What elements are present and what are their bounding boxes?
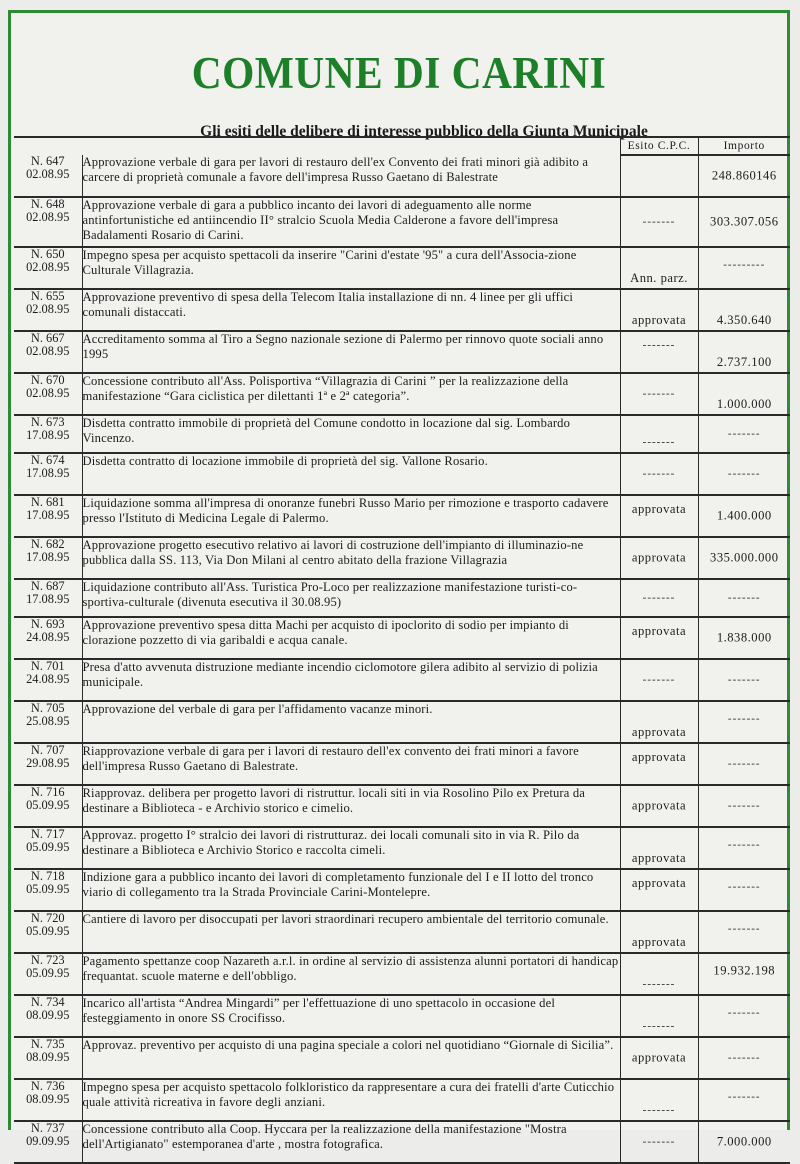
delibera-date: 02.08.95: [26, 302, 70, 316]
esito-value: -------: [642, 1135, 676, 1148]
esito-cell: [620, 415, 698, 453]
table-row: [14, 785, 790, 827]
delibera-description: Accreditamento somma al Tiro a Segno nazionale sezione di Palermo per rinnovo quote sociali anno 1995: [82, 331, 620, 373]
importo-value: 7.000.000: [716, 1134, 772, 1149]
delibera-number: N. 737: [30, 1121, 65, 1135]
delibera-id-cell: [14, 785, 82, 827]
esito-value: approvata: [631, 550, 687, 565]
table-row: [14, 743, 790, 785]
importo-value: -------: [727, 591, 761, 604]
importo-value: -------: [727, 467, 761, 480]
importo-value: -------: [727, 838, 761, 851]
delibera-number: N. 648: [30, 197, 65, 211]
importo-cell: [698, 995, 790, 1037]
delibera-description: Approvazione verbale di gara a pubblico incanto dei lavori di adeguamento alle norme antinfortunistiche ed antiincendio II° stralcio Scuola Media Calderone a favore dell'impresa Badalamenti Rosario di Carini.: [82, 197, 620, 247]
delibera-id-cell: [14, 701, 82, 743]
delibera-id-cell: [14, 331, 82, 373]
importo-cell: [698, 827, 790, 869]
table-row: [14, 659, 790, 701]
table-row: [14, 289, 790, 331]
delibera-id-cell: [14, 1079, 82, 1121]
delibera-number: N. 681: [30, 495, 65, 509]
delibera-number: N. 735: [30, 1037, 65, 1051]
esito-value: approvata: [631, 851, 687, 865]
esito-cell: [620, 701, 698, 743]
importo-value: 2.737.100: [716, 355, 772, 369]
esito-cell: [620, 953, 698, 995]
importo-value: 335.000.000: [710, 550, 779, 565]
delibera-number: N. 705: [30, 701, 65, 715]
table-row: [14, 579, 790, 617]
importo-cell: [698, 743, 790, 785]
importo-value: 19.932.198: [713, 963, 776, 978]
importo-cell: [698, 785, 790, 827]
delibera-number: N. 687: [30, 579, 65, 593]
delibera-description: Riapprovaz. delibera per progetto lavori di ristruttur. locali siti in via Rosolino Pilo ex Pretura da destinare a Biblioteca - e Archivio storico e cimelio.: [82, 785, 620, 827]
delibera-description: Approvaz. progetto I° stralcio dei lavori di ristrutturaz. dei locali comunali sito in via R. Pilo da destinare a Biblioteca e Archivio Storico e raccolta cimeli.: [82, 827, 620, 869]
esito-cell: [620, 579, 698, 617]
delibera-number: N. 736: [30, 1079, 65, 1093]
delibera-id-cell: [14, 415, 82, 453]
delibera-description: Incarico all'artista “Andrea Mingardi” per l'effettuazione di uno spettacolo in occasione del festeggiamento in onore SS Crocifisso.: [82, 995, 620, 1037]
importo-cell: [698, 869, 790, 911]
table-row: [14, 155, 790, 197]
delibera-date: 17.08.95: [26, 428, 70, 442]
delibera-number: N. 734: [30, 995, 65, 1009]
delibera-date: 05.09.95: [26, 924, 70, 938]
delibera-number: N. 670: [30, 373, 65, 387]
importo-cell: [698, 537, 790, 579]
table-header-row: [14, 137, 790, 155]
delibera-id-cell: [14, 495, 82, 537]
delibera-id-cell: [14, 373, 82, 415]
esito-value: approvata: [631, 935, 687, 949]
delibera-number: N. 701: [30, 659, 65, 673]
importo-value: -------: [727, 922, 761, 935]
delibera-id-cell: [14, 247, 82, 289]
importo-value: -------: [727, 1006, 761, 1019]
delibera-number: N. 693: [30, 617, 65, 631]
esito-cell: [620, 911, 698, 953]
delibera-description: Approvazione preventivo spesa ditta Machi per acquisto di ipoclorito di sodio per impianto di clorazione pozzetto di via garibaldi e acqua canale.: [82, 617, 620, 659]
esito-cell: [620, 373, 698, 415]
delibera-date: 02.08.95: [26, 386, 70, 400]
esito-cell: [620, 995, 698, 1037]
importo-cell: [698, 579, 790, 617]
delibera-description: Liquidazione somma all'impresa di onoranze funebri Russo Mario per rimozione e trasporto cadavere presso l'Istituto di Medicina Legale di Palermo.: [82, 495, 620, 537]
importo-value: 248.860146: [711, 168, 777, 183]
delibera-description: Liquidazione contributo all'Ass. Turistica Pro-Loco per realizzazione manifestazione turisti-co-sportiva-culturale (divenuta esecutiva il 30.08.95): [82, 579, 620, 617]
delibera-id-cell: [14, 579, 82, 617]
importo-cell: [698, 1079, 790, 1121]
delibera-description: Impegno spesa per acquisto spettacolo folkloristico da rappresentare a cura dei fratelli d'arte Cuticchio quale attività ricreativa in favore degli anziani.: [82, 1079, 620, 1121]
esito-cell: [620, 827, 698, 869]
table-row: [14, 415, 790, 453]
esito-value: approvata: [631, 798, 687, 813]
delibera-id-cell: [14, 953, 82, 995]
delibera-description: Approvazione progetto esecutivo relativo ai lavori di costruzione dell'impianto di illuminazio-ne pubblica dalla SS. 113, Via Don Milani al centro abitato della frazione Villagrazia: [82, 537, 620, 579]
delibera-date: 24.08.95: [26, 630, 70, 644]
page-subtitle: Gli esiti delle delibere di interesse pubblico della Giunta Municipale: [200, 123, 648, 140]
esito-value: -------: [642, 339, 676, 351]
delibera-number: N. 707: [30, 743, 65, 757]
delibera-id-cell: [14, 537, 82, 579]
importo-value: 1.838.000: [716, 630, 772, 645]
delibera-number: N. 674: [30, 453, 65, 467]
delibera-description: Approvazione verbale di gara per lavori di restauro dell'ex Convento dei frati minori già adibito a carcere di proprietà comunale a favore dell'impresa Russo Gaetano di Balestrate: [82, 155, 620, 197]
esito-cell: [620, 247, 698, 289]
delibera-number: N. 647: [30, 154, 65, 168]
esito-cell: [620, 1037, 698, 1079]
table-row: [14, 827, 790, 869]
importo-value: -------: [727, 427, 761, 440]
importo-value: -------: [727, 757, 761, 770]
esito-value: -------: [642, 387, 676, 400]
importo-value: -------: [727, 1090, 761, 1103]
esito-cell: [620, 1121, 698, 1163]
esito-value: approvata: [631, 502, 687, 516]
delibera-id-cell: [14, 869, 82, 911]
delibera-date: 25.08.95: [26, 714, 70, 728]
esito-value: approvata: [631, 725, 687, 739]
table-row: [14, 995, 790, 1037]
delibera-number: N. 723: [30, 953, 65, 967]
delibera-date: 05.09.95: [26, 798, 70, 812]
importo-value: -------: [727, 1051, 761, 1064]
table-row: [14, 869, 790, 911]
delibera-date: 17.08.95: [26, 550, 70, 564]
delibera-number: N. 673: [30, 415, 65, 429]
importo-cell: [698, 659, 790, 701]
importo-cell: [698, 415, 790, 453]
delibera-date: 17.08.95: [26, 592, 70, 606]
importo-cell: [698, 495, 790, 537]
esito-cell: [620, 155, 698, 197]
column-header-importo: Importo: [698, 137, 790, 155]
delibera-date: 02.08.95: [26, 344, 70, 358]
importo-value: ---------: [723, 258, 766, 271]
delibera-date: 08.09.95: [26, 1092, 70, 1106]
importo-cell: [698, 911, 790, 953]
table-row: [14, 617, 790, 659]
table-row: [14, 495, 790, 537]
esito-value: Ann. parz.: [630, 271, 688, 285]
importo-cell: [698, 331, 790, 373]
delibera-description: Presa d'atto avvenuta distruzione mediante incendio ciclomotore gilera adibito al servizio di polizia municipale.: [82, 659, 620, 701]
importo-cell: [698, 247, 790, 289]
importo-value: 1.400.000: [716, 508, 772, 523]
delibera-id-cell: [14, 155, 82, 197]
esito-value: approvata: [631, 624, 687, 638]
delibera-date: 17.08.95: [26, 508, 70, 522]
delibera-id-cell: [14, 995, 82, 1037]
document-page: [8, 10, 790, 1151]
delibera-id-cell: [14, 911, 82, 953]
delibera-number: N. 718: [30, 869, 65, 883]
esito-value: approvata: [631, 876, 687, 890]
esito-cell: [620, 453, 698, 495]
delibera-date: 08.09.95: [26, 1050, 70, 1064]
delibera-description: Approvaz. preventivo per acquisto di una pagina speciale a colori nel quotidiano “Giornale di Sicilia”.: [82, 1037, 620, 1079]
table-body: [14, 155, 790, 1163]
esito-cell: [620, 1079, 698, 1121]
esito-cell: [620, 869, 698, 911]
delibera-number: N. 716: [30, 785, 65, 799]
importo-cell: [698, 1121, 790, 1163]
esito-value: -------: [642, 215, 676, 228]
delibera-description: Disdetta contratto di locazione immobile di proprietà del sig. Vallone Rosario.: [82, 453, 620, 495]
delibera-date: 05.09.95: [26, 840, 70, 854]
esito-cell: [620, 659, 698, 701]
table-row: [14, 701, 790, 743]
delibera-date: 29.08.95: [26, 756, 70, 770]
importo-cell: [698, 155, 790, 197]
esito-value: -------: [642, 673, 676, 686]
delibera-id-cell: [14, 197, 82, 247]
table-row: [14, 453, 790, 495]
delibera-description: Concessione contributo all'Ass. Polisportiva “Villagrazia di Carini ” per la realizzazione della manifestazione “Gara ciclistica per dilettanti 1ª e 2ª categoria”.: [82, 373, 620, 415]
importo-cell: [698, 453, 790, 495]
esito-cell: [620, 331, 698, 373]
table-row: [14, 1079, 790, 1121]
esito-value: approvata: [631, 750, 687, 764]
delibera-date: 17.08.95: [26, 466, 70, 480]
delibera-description: Riapprovazione verbale di gara per i lavori di restauro dell'ex convento dei frati minori a favore dell'impresa Russo Gaetano di Balestrate.: [82, 743, 620, 785]
delibera-number: N. 650: [30, 247, 65, 261]
delibera-date: 05.09.95: [26, 882, 70, 896]
delibera-description: Pagamento spettanze coop Nazareth a.r.l. in ordine al servizio di assistenza alunni portatori di handicap frequantat. scuole materne e dell'obbligo.: [82, 953, 620, 995]
delibera-id-cell: [14, 827, 82, 869]
importo-value: -------: [727, 799, 761, 812]
delibera-id-cell: [14, 617, 82, 659]
delibera-number: N. 720: [30, 911, 65, 925]
delibera-number: N. 667: [30, 331, 65, 345]
esito-value: -------: [642, 1104, 676, 1116]
esito-value: -------: [642, 467, 676, 480]
esito-cell: [620, 289, 698, 331]
delibera-description: Approvazione preventivo di spesa della Telecom Italia installazione di nn. 4 linee per gli uffici comunali distaccati.: [82, 289, 620, 331]
table-row: [14, 1037, 790, 1079]
delibera-number: N. 717: [30, 827, 65, 841]
esito-value: approvata: [631, 313, 687, 327]
importo-value: 4.350.640: [716, 313, 772, 327]
delibera-id-cell: [14, 1037, 82, 1079]
table-row: [14, 1121, 790, 1163]
importo-value: -------: [727, 712, 761, 725]
column-header-esito: Esito C.P.C.: [620, 137, 698, 155]
delibera-id-cell: [14, 659, 82, 701]
importo-value: -------: [727, 880, 761, 893]
importo-cell: [698, 1037, 790, 1079]
delibera-date: 02.08.95: [26, 260, 70, 274]
delibera-id-cell: [14, 289, 82, 331]
delibera-date: 08.09.95: [26, 1008, 70, 1022]
delibera-description: Disdetta contratto immobile di proprietà del Comune condotto in locazione dal sig. Lombardo Vincenzo.: [82, 415, 620, 453]
esito-value: -------: [642, 436, 676, 448]
delibera-date: 24.08.95: [26, 672, 70, 686]
importo-cell: [698, 953, 790, 995]
delibera-date: 09.09.95: [26, 1134, 70, 1148]
esito-value: -------: [642, 1020, 676, 1032]
delibera-number: N. 682: [30, 537, 65, 551]
importo-value: -------: [727, 673, 761, 686]
importo-value: 1.000.000: [716, 397, 772, 411]
delibera-date: 05.09.95: [26, 966, 70, 980]
esito-cell: [620, 197, 698, 247]
page-title: COMUNE DI CARINI: [191, 48, 607, 98]
esito-cell: [620, 495, 698, 537]
column-header-description: [82, 137, 620, 155]
esito-cell: [620, 537, 698, 579]
table-row: [14, 331, 790, 373]
importo-cell: [698, 289, 790, 331]
delibera-date: 02.08.95: [26, 167, 70, 181]
esito-cell: [620, 785, 698, 827]
delibera-description: Indizione gara a pubblico incanto dei lavori di completamento funzionale del I e II lotto del tronco viario di collegamento tra la Strada Provinciale Carini-Montelepre.: [82, 869, 620, 911]
table-row: [14, 247, 790, 289]
esito-value: approvata: [631, 1050, 687, 1065]
importo-cell: [698, 701, 790, 743]
delibera-description: Approvazione del verbale di gara per l'affidamento vacanze minori.: [82, 701, 620, 743]
delibera-description: Concessione contributo alla Coop. Hyccara per la realizzazione della manifestazione "Mostra dell'Artigianato" estemporanea d'arte , mostra fotografica.: [82, 1121, 620, 1163]
importo-cell: [698, 373, 790, 415]
delibera-description: Cantiere di lavoro per disoccupati per lavori straordinari recupero ambientale del territorio comunale.: [82, 911, 620, 953]
column-header-number: [14, 137, 82, 155]
table-row: [14, 537, 790, 579]
delibera-number: N. 655: [30, 289, 65, 303]
esito-cell: [620, 617, 698, 659]
importo-cell: [698, 617, 790, 659]
delibera-id-cell: [14, 1121, 82, 1163]
delibera-id-cell: [14, 743, 82, 785]
esito-value: -------: [642, 591, 676, 604]
importo-value: 303.307.056: [710, 214, 779, 229]
esito-cell: [620, 743, 698, 785]
table-row: [14, 953, 790, 995]
table-row: [14, 197, 790, 247]
delibera-date: 02.08.95: [26, 210, 70, 224]
esito-value: -------: [642, 978, 676, 990]
importo-cell: [698, 197, 790, 247]
table-row: [14, 373, 790, 415]
delibera-id-cell: [14, 453, 82, 495]
table-row: [14, 911, 790, 953]
delibera-description: Impegno spesa per acquisto spettacoli da inserire "Carini d'estate '95" a cura dell'Associa-zione Culturale Villagrazia.: [82, 247, 620, 289]
deliberations-table: [14, 136, 790, 1164]
